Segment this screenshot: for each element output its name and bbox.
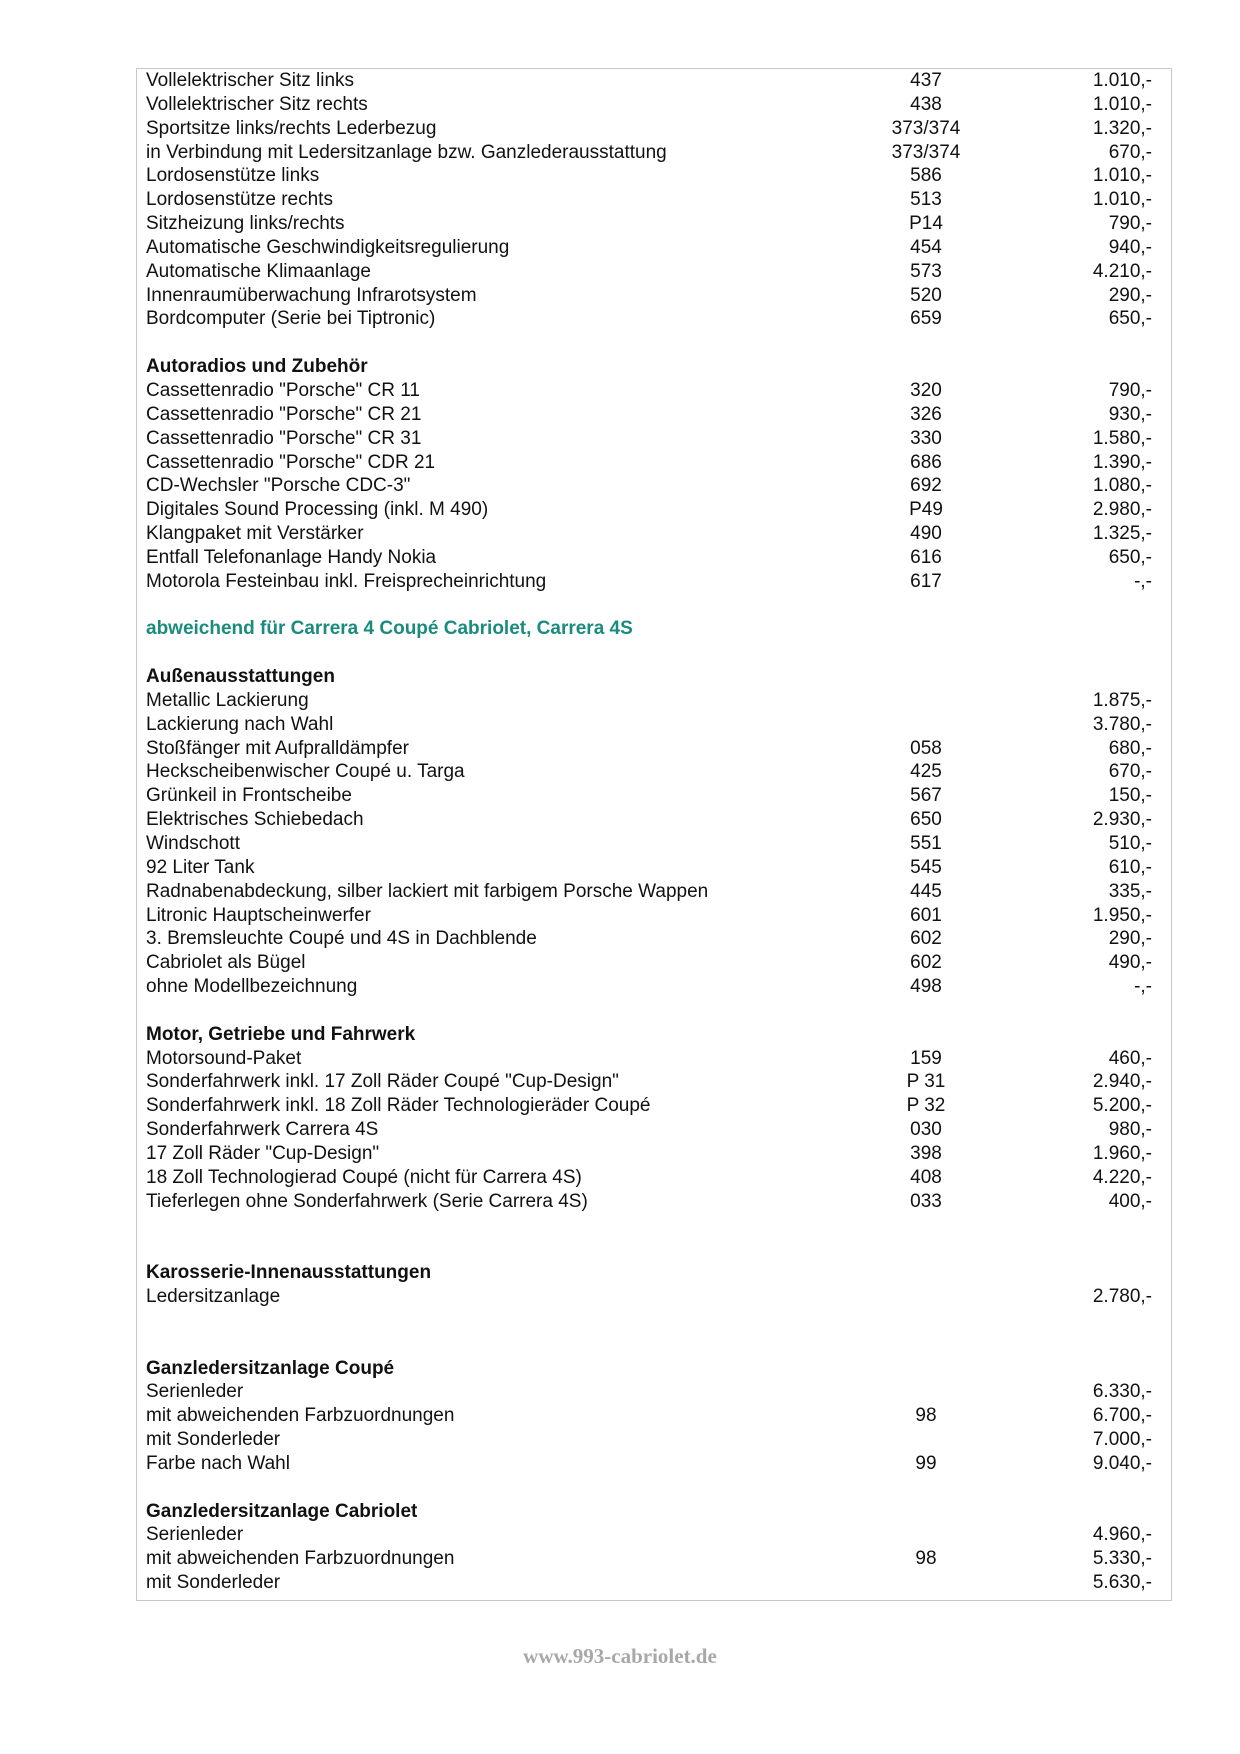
spacer-row — [146, 1309, 1152, 1333]
item-description: Automatische Geschwindigkeitsregulierung — [146, 236, 510, 258]
price-row — [146, 808, 1152, 832]
item-description: Sonderfahrwerk Carrera 4S — [146, 1119, 379, 1141]
price-row — [146, 307, 1152, 331]
item-description: Ledersitzanlage — [146, 1286, 281, 1308]
item-description: Stoßfänger mit Aufpralldämpfer — [146, 737, 409, 759]
price-row — [146, 546, 1152, 570]
item-description: ohne Modellbezeichnung — [146, 976, 358, 998]
price-row — [146, 284, 1152, 308]
spacer-row — [146, 1476, 1152, 1500]
item-price: 9.040,- — [1092, 1452, 1152, 1474]
item-description: Farbe nach Wahl — [146, 1452, 290, 1474]
item-price: 1.960,- — [1092, 1142, 1152, 1164]
price-row — [146, 1571, 1152, 1595]
item-price: 5.200,- — [1092, 1095, 1152, 1117]
item-code: 99 — [915, 1452, 937, 1474]
item-description: Motorsound-Paket — [146, 1047, 302, 1069]
item-code: 567 — [910, 785, 942, 807]
item-price: 1.580,- — [1092, 427, 1152, 449]
item-description: mit Sonderleder — [146, 1572, 281, 1594]
item-description: 18 Zoll Technologierad Coupé (nicht für Carrera 4S) — [146, 1166, 582, 1188]
item-price: 4.210,- — [1092, 260, 1152, 282]
item-description: Digitales Sound Processing (inkl. M 490) — [146, 499, 489, 521]
item-price: 940,- — [1108, 236, 1152, 258]
price-row — [146, 784, 1152, 808]
item-code: 602 — [910, 952, 942, 974]
price-row — [146, 689, 1152, 713]
item-price: 670,- — [1108, 141, 1152, 163]
item-description: Tieferlegen ohne Sonderfahrwerk (Serie Carrera 4S) — [146, 1190, 588, 1212]
item-code: P 32 — [906, 1095, 946, 1117]
item-description: Sonderfahrwerk inkl. 18 Zoll Räder Technologieräder Coupé — [146, 1095, 651, 1117]
item-code: 573 — [910, 260, 942, 282]
item-code: 545 — [910, 856, 942, 878]
item-code: 692 — [910, 475, 942, 497]
price-row — [146, 1285, 1152, 1309]
item-price: 4.960,- — [1092, 1524, 1152, 1546]
item-price: 2.930,- — [1092, 809, 1152, 831]
item-description: Sportsitze links/rechts Lederbezug — [146, 117, 437, 139]
price-row — [146, 737, 1152, 761]
item-description: Sitzheizung links/rechts — [146, 213, 345, 235]
item-code: 326 — [910, 403, 942, 425]
item-description: Klangpaket mit Verstärker — [146, 523, 364, 545]
item-price: 6.700,- — [1092, 1405, 1152, 1427]
heading-text: Ganzledersitzanlage Cabriolet — [146, 1500, 418, 1522]
price-row — [146, 379, 1152, 403]
item-description: Cassettenradio "Porsche" CR 21 — [146, 403, 422, 425]
price-row — [146, 474, 1152, 498]
section-heading — [146, 665, 1152, 689]
item-code: 617 — [910, 570, 942, 592]
price-row — [146, 1094, 1152, 1118]
item-code — [866, 1428, 986, 1452]
price-row — [146, 164, 1152, 188]
section-heading — [146, 1023, 1152, 1047]
section-heading — [146, 355, 1152, 379]
price-row — [146, 236, 1152, 260]
item-description: in Verbindung mit Ledersitzanlage bzw. Ganzlederausstattung — [146, 141, 667, 163]
item-description: Bordcomputer (Serie bei Tiptronic) — [146, 308, 436, 330]
item-price: 1.950,- — [1092, 904, 1152, 926]
price-row — [146, 403, 1152, 427]
item-code: 320 — [910, 379, 942, 401]
item-price: 1.010,- — [1092, 189, 1152, 211]
spacer-row — [146, 594, 1152, 618]
item-description: Cassettenradio "Porsche" CR 31 — [146, 427, 422, 449]
heading-text: Außenausstattungen — [146, 666, 335, 688]
item-description: Serienleder — [146, 1524, 244, 1546]
price-list — [146, 69, 1152, 1595]
price-row — [146, 69, 1152, 93]
heading-text: Karosserie-Innenausstattungen — [146, 1262, 432, 1284]
price-row — [146, 1142, 1152, 1166]
item-code: 586 — [910, 165, 942, 187]
section-heading — [146, 1357, 1152, 1381]
item-description: Innenraumüberwachung Infrarotsystem — [146, 284, 477, 306]
item-price: 790,- — [1108, 213, 1152, 235]
item-description: mit Sonderleder — [146, 1429, 281, 1451]
item-code: 454 — [910, 236, 942, 258]
item-code — [866, 713, 986, 737]
item-code: P49 — [909, 499, 943, 521]
item-description: mit abweichenden Farbzuordnungen — [146, 1548, 455, 1570]
item-description: 3. Bremsleuchte Coupé und 4S in Dachblende — [146, 928, 537, 950]
item-code: 408 — [910, 1166, 942, 1188]
item-code: P14 — [909, 213, 943, 235]
item-code: 030 — [910, 1119, 942, 1141]
item-description: mit abweichenden Farbzuordnungen — [146, 1405, 455, 1427]
item-price: 1.010,- — [1092, 70, 1152, 91]
heading-text: Ganzledersitzanlage Coupé — [146, 1357, 395, 1379]
spacer-row — [146, 641, 1152, 665]
item-description: Lackierung nach Wahl — [146, 713, 334, 735]
item-code: 659 — [910, 308, 942, 330]
item-code: 159 — [910, 1047, 942, 1069]
item-code — [866, 1523, 986, 1547]
item-price: 510,- — [1108, 833, 1152, 854]
item-description: Motorola Festeinbau inkl. Freisprecheinrichtung — [146, 570, 547, 592]
item-code: 513 — [910, 189, 942, 211]
price-row — [146, 1047, 1152, 1071]
item-description: Vollelektrischer Sitz rechts — [146, 93, 368, 115]
price-row — [146, 1070, 1152, 1094]
price-row — [146, 927, 1152, 951]
item-code: 616 — [910, 546, 942, 568]
price-row — [146, 427, 1152, 451]
price-row — [146, 1380, 1152, 1404]
item-code: 398 — [910, 1142, 942, 1164]
price-row — [146, 141, 1152, 165]
item-code: 438 — [910, 93, 942, 115]
price-row — [146, 832, 1152, 856]
price-row — [146, 570, 1152, 594]
price-row — [146, 904, 1152, 928]
item-description: Entfall Telefonanlage Handy Nokia — [146, 546, 437, 568]
item-description: Automatische Klimaanlage — [146, 260, 371, 282]
model-variant-heading — [146, 617, 1152, 641]
item-price: 1.875,- — [1092, 689, 1152, 711]
item-price: -,- — [1134, 570, 1152, 592]
price-row — [146, 117, 1152, 141]
item-description: Cassettenradio "Porsche" CDR 21 — [146, 451, 436, 473]
price-row — [146, 951, 1152, 975]
price-row — [146, 760, 1152, 784]
item-price: 1.320,- — [1092, 117, 1152, 139]
item-price: 650,- — [1108, 308, 1152, 330]
item-code: 650 — [910, 809, 942, 831]
item-description: Lordosenstütze links — [146, 165, 320, 187]
item-code: 490 — [910, 523, 942, 545]
price-row — [146, 1452, 1152, 1476]
item-price: 5.630,- — [1092, 1572, 1152, 1594]
item-code: P 31 — [906, 1071, 946, 1093]
price-row — [146, 1523, 1152, 1547]
item-code: 98 — [915, 1405, 937, 1427]
item-code: 602 — [910, 928, 942, 950]
section-heading — [146, 1500, 1152, 1524]
item-price: 680,- — [1108, 737, 1152, 759]
item-price: 490,- — [1108, 952, 1152, 974]
item-description: Elektrisches Schiebedach — [146, 809, 364, 831]
item-description: Serienleder — [146, 1381, 244, 1403]
price-row — [146, 1428, 1152, 1452]
price-row — [146, 1404, 1152, 1428]
item-description: Heckscheibenwischer Coupé u. Targa — [146, 761, 465, 783]
item-price: 1.325,- — [1092, 523, 1152, 545]
price-row — [146, 1190, 1152, 1214]
item-code — [866, 1571, 986, 1595]
item-price: 460,- — [1108, 1047, 1152, 1069]
price-row — [146, 498, 1152, 522]
item-price: 2.940,- — [1092, 1071, 1152, 1093]
item-code: 437 — [910, 70, 942, 91]
price-row — [146, 1547, 1152, 1571]
item-price: 790,- — [1108, 379, 1152, 401]
item-price: 5.330,- — [1092, 1548, 1152, 1570]
item-code — [866, 1285, 986, 1309]
item-price: 670,- — [1108, 761, 1152, 783]
item-price: 400,- — [1108, 1190, 1152, 1212]
item-price: 290,- — [1108, 928, 1152, 950]
item-code: 498 — [910, 976, 942, 998]
heading-text: abweichend für Carrera 4 Coupé Cabriolet, Carrera 4S — [146, 618, 633, 640]
spacer-row — [146, 1237, 1152, 1261]
item-code: 520 — [910, 284, 942, 306]
price-row — [146, 713, 1152, 737]
price-row — [146, 1166, 1152, 1190]
price-row — [146, 212, 1152, 236]
price-row — [146, 880, 1152, 904]
item-code — [866, 689, 986, 713]
item-code: 373/374 — [891, 141, 961, 163]
item-code: 330 — [910, 427, 942, 449]
price-row — [146, 188, 1152, 212]
item-description: Sonderfahrwerk inkl. 17 Zoll Räder Coupé "Cup-Design" — [146, 1071, 619, 1093]
item-description: Cassettenradio "Porsche" CR 11 — [146, 379, 420, 401]
item-code: 98 — [915, 1548, 937, 1570]
item-price: 930,- — [1108, 403, 1152, 425]
item-price: 290,- — [1108, 284, 1152, 306]
item-code: 033 — [910, 1190, 942, 1212]
item-code: 373/374 — [891, 117, 961, 139]
price-row — [146, 1118, 1152, 1142]
item-price: -,- — [1134, 976, 1152, 998]
item-price: 4.220,- — [1092, 1166, 1152, 1188]
item-price: 6.330,- — [1092, 1381, 1152, 1403]
item-description: Radnabenabdeckung, silber lackiert mit farbigem Porsche Wappen — [146, 880, 709, 902]
item-description: Grünkeil in Frontscheibe — [146, 785, 352, 807]
item-description: Vollelektrischer Sitz links — [146, 70, 355, 91]
item-price: 980,- — [1108, 1119, 1152, 1141]
item-price: 150,- — [1108, 785, 1152, 807]
item-code: 601 — [910, 904, 942, 926]
item-description: 92 Liter Tank — [146, 856, 255, 878]
item-price: 7.000,- — [1092, 1429, 1152, 1451]
price-row — [146, 975, 1152, 999]
item-description: Metallic Lackierung — [146, 689, 309, 711]
item-price: 1.080,- — [1092, 475, 1152, 497]
heading-text: Autoradios und Zubehör — [146, 356, 368, 378]
item-price: 1.010,- — [1092, 165, 1152, 187]
section-heading — [146, 1261, 1152, 1285]
item-price: 1.010,- — [1092, 93, 1152, 115]
item-code: 425 — [910, 761, 942, 783]
price-row — [146, 856, 1152, 880]
item-price: 3.780,- — [1092, 713, 1152, 735]
item-description: Cabriolet als Bügel — [146, 952, 306, 974]
item-price: 610,- — [1108, 856, 1152, 878]
item-code: 058 — [910, 737, 942, 759]
spacer-row — [146, 331, 1152, 355]
item-code: 686 — [910, 451, 942, 473]
item-price: 650,- — [1108, 546, 1152, 568]
item-price: 1.390,- — [1092, 451, 1152, 473]
item-price: 2.980,- — [1092, 499, 1152, 521]
spacer-row — [146, 1333, 1152, 1357]
spacer-row — [146, 999, 1152, 1023]
item-description: Lordosenstütze rechts — [146, 189, 333, 211]
price-row — [146, 93, 1152, 117]
footer-website: www.993-cabriolet.de — [523, 1644, 717, 1668]
item-price: 335,- — [1108, 880, 1152, 902]
heading-text: Motor, Getriebe und Fahrwerk — [146, 1023, 416, 1045]
item-code: 445 — [910, 880, 942, 902]
item-code — [866, 1380, 986, 1404]
price-row — [146, 522, 1152, 546]
item-price: 2.780,- — [1092, 1286, 1152, 1308]
item-description: Windschott — [146, 833, 240, 854]
item-description: 17 Zoll Räder "Cup-Design" — [146, 1142, 380, 1164]
item-code: 551 — [910, 833, 942, 854]
item-description: Litronic Hauptscheinwerfer — [146, 904, 371, 926]
spacer-row — [146, 1214, 1152, 1238]
price-row — [146, 260, 1152, 284]
item-description: CD-Wechsler "Porsche CDC-3" — [146, 475, 411, 497]
price-row — [146, 451, 1152, 475]
